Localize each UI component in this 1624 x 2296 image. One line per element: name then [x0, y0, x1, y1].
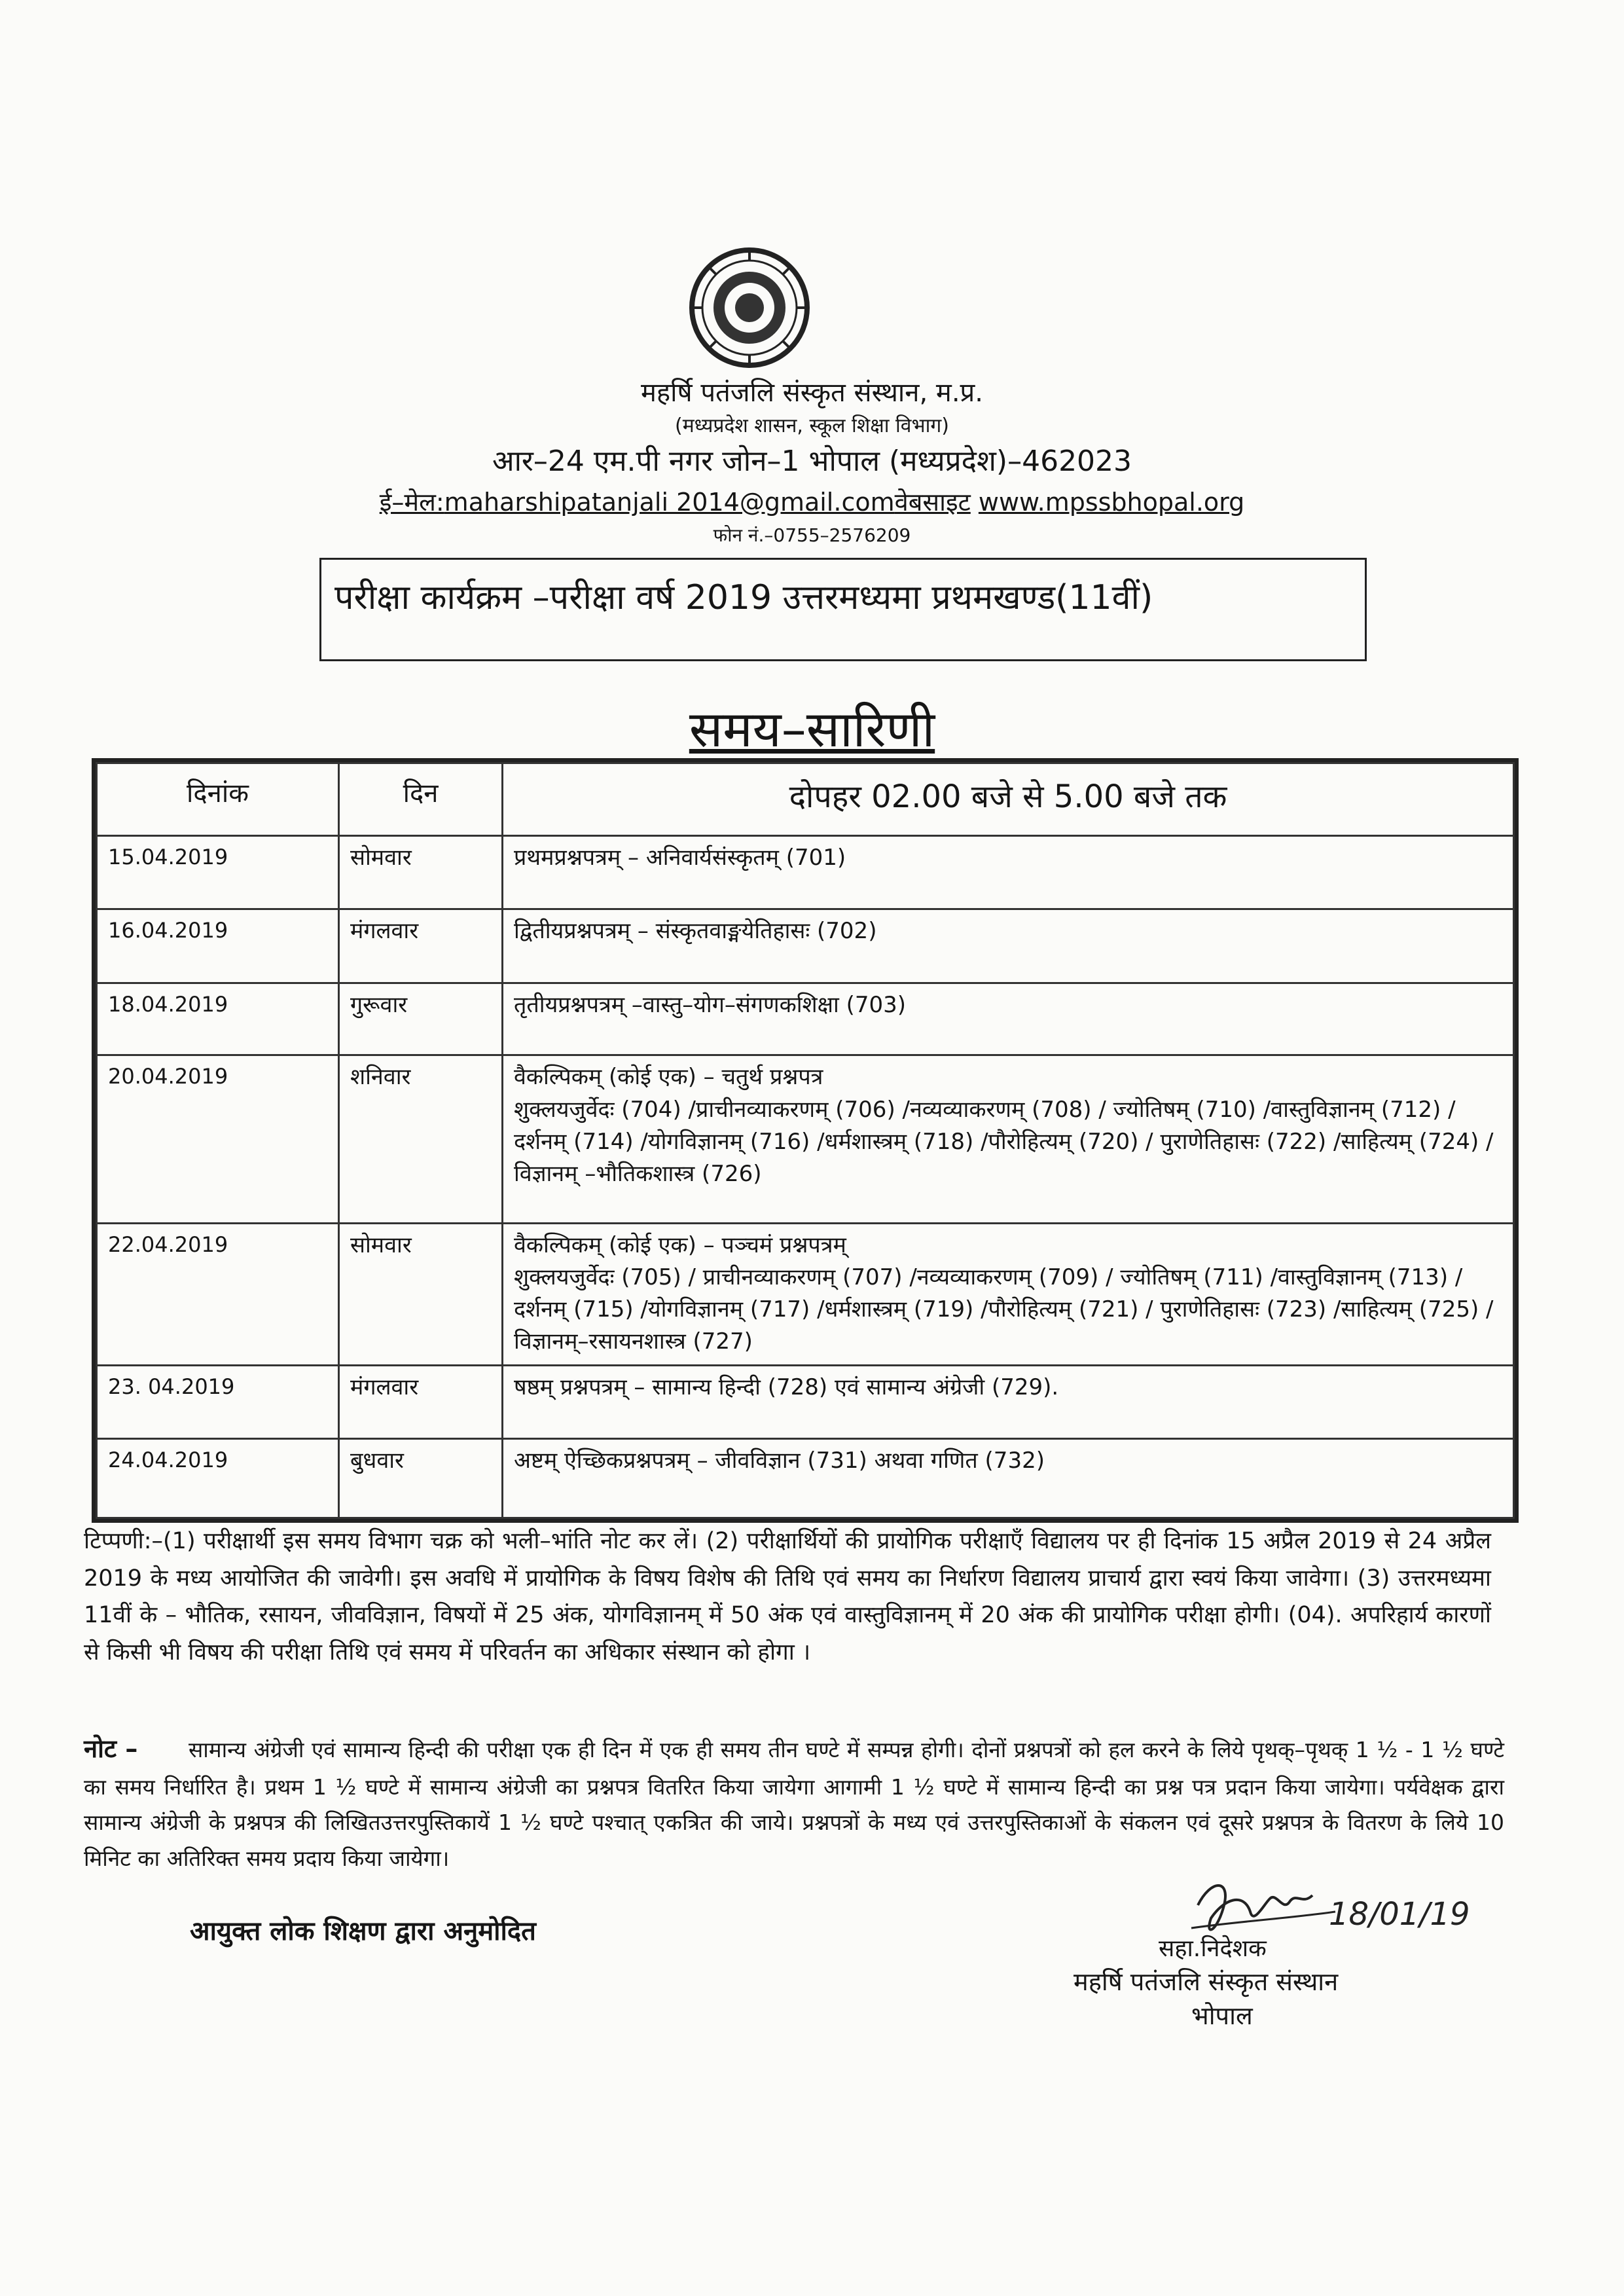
table-row: [97, 983, 1514, 1055]
table-row: [97, 1223, 1514, 1365]
approval-line: आयुक्त लोक शिक्षण द्वारा अनुमोदित: [190, 1916, 536, 1946]
org-name: महर्षि पतंजलि संस्कृत संस्थान, म.प्र.: [640, 378, 984, 408]
note-label: नोट –: [84, 1734, 138, 1763]
signatory-org: महर्षि पतंजलि संस्कृत संस्थान: [1074, 1967, 1339, 1996]
tippani-notes: टिप्पणी:–(1) परीक्षार्थी इस समय विभाग चक्र को भली–भांति नोट कर लें। (2) परीक्षार्थियों की प्रायोगिक परीक्षाएँ विद्यालय पर ही दिनांक 15 अप्रैल 2019 से 24 अप्रैल 2019 के मध्य आयोजित की जावेगी। इस अवधि में प्रायोगिक के विषय विशेष की तिथि एवं समय का निर्धारण विद्यालय प्राचार्य द्वारा स्वयं किया जावेगा। (3) उत्तरमध्यमा 11वीं के – भौतिक, रसायन, जीवविज्ञान, विषयों में 25 अंक, योगविज्ञानम् में 50 अंक एवं वास्तुविज्ञानम् में 20 अंक की प्रायोगिक परीक्षा होगी। (04). अपरिहार्य कारणों से किसी भी विषय की परीक्षा तिथि एवं समय में परिवर्तन का अधिकार संस्थान को होगा ।: [84, 1528, 1491, 1666]
row-day: मंगलवार: [339, 909, 503, 983]
header-date: दिनांक: [97, 763, 339, 836]
note-text: सामान्य अंग्रेजी एवं सामान्य हिन्दी की परीक्षा एक ही दिन में एक ही समय तीन घण्टे में सम्पन्न होगी। दोनों प्रश्नपत्रों को हल करने के लिये पृथक्–पृथक् 1 ½ - 1 ½ घण्टे का समय निर्धारित है। प्रथम 1 ½ घण्टे में सामान्य अंग्रेजी का प्रश्नपत्र वितरित किया जायेगा आगामी 1 ½ घण्टे में सामान्य हिन्दी का प्रश्न पत्र प्रदान किया जायेगा। पर्यवेक्षक द्वारा सामान्य अंग्रेजी के प्रश्नपत्र की लिखितउत्तरपुस्तिकायें 1 ½ घण्टे पश्चात् एकत्रित की जाये। प्रश्नपत्रों के मध्य एवं उत्तरपुस्तिकाओं के संकलन एवं दूसरे प्रश्नपत्र के वितरण के लिये 10 मिनिट का अतिरिक्त समय प्रदाय किया जायेगा।: [84, 1737, 1504, 1871]
website-link[interactable]: www.mpssbhopal.org: [978, 488, 1245, 517]
row-subject: षष्ठम् प्रश्नपत्रम् – सामान्य हिन्दी (728) एवं सामान्य अंग्रेजी (729).: [503, 1365, 1514, 1439]
row-subject: द्वितीयप्रश्नपत्रम् – संस्कृतवाङ्मयेतिहासः (702): [503, 909, 1514, 983]
row-date: 20.04.2019: [97, 1055, 339, 1223]
row-subject: वैकल्पिकम् (कोई एक) – पञ्चमं प्रश्नपत्रम् शुक्लयजुर्वेदः (705) / प्राचीनव्याकरणम् (707) /नव्यव्याकरणम् (709) / ज्योतिषम् (711) /वास्तुविज्ञानम् (713) / दर्शनम् (715) /योगविज्ञानम् (717) /धर्मशास्त्रम् (719) /पौरोहित्यम् (721) / पुराणेतिहासः (723) /साहित्यम् (725) /विज्ञानम्–रसायनशास्त्र (727): [503, 1223, 1514, 1365]
row-day: शनिवार: [339, 1055, 503, 1223]
row-day: सोमवार: [339, 1223, 503, 1365]
email-label: ई–मेल:: [379, 488, 444, 517]
header-time: दोपहर 02.00 बजे से 5.00 बजे तक: [503, 763, 1514, 836]
table-row: [97, 835, 1514, 909]
signatory-title: सहा.निदेशक: [1159, 1935, 1267, 1962]
org-address: आर–24 एम.पी नगर जोन–1 भोपाल (मध्यप्रदेश)–462023: [492, 445, 1132, 478]
row-day: मंगलवार: [339, 1365, 503, 1439]
table-row: [97, 1055, 1514, 1223]
row-date: 24.04.2019: [97, 1439, 339, 1518]
table-row: [97, 909, 1514, 983]
email-link[interactable]: maharshipatanjali 2014@gmail.com: [444, 488, 895, 517]
contact-line: [0, 484, 1624, 519]
institute-seal-logo: [687, 246, 812, 370]
row-subject: अष्टम् ऐच्छिकप्रश्नपत्रम् – जीवविज्ञान (731) अथवा गणित (732): [503, 1439, 1514, 1518]
table-header-row: [97, 763, 1514, 836]
table-row: [97, 1439, 1514, 1518]
row-date: 15.04.2019: [97, 835, 339, 909]
row-date: 18.04.2019: [97, 983, 339, 1055]
note-block: [84, 1728, 1504, 1876]
timetable: [92, 758, 1519, 1523]
phone-number: फोन नं.–0755–2576209: [713, 524, 911, 546]
row-subject: प्रथमप्रश्नपत्रम् – अनिवार्यसंस्कृतम् (701): [503, 835, 1514, 909]
signature-date: 18/01/19: [1329, 1896, 1470, 1933]
timetable-heading: समय–सारिणी: [689, 700, 935, 758]
table-row: [97, 1365, 1514, 1439]
row-day: गुरूवार: [339, 983, 503, 1055]
org-subtitle: (मध्यप्रदेश शासन, स्कूल शिक्षा विभाग): [675, 414, 949, 437]
row-date: 16.04.2019: [97, 909, 339, 983]
exam-title: परीक्षा कार्यक्रम –परीक्षा वर्ष 2019 उत्तरमध्यमा प्रथमखण्ड(11वीं): [334, 578, 1153, 617]
website-label: वेबसाइट: [894, 488, 971, 517]
row-date: 22.04.2019: [97, 1223, 339, 1365]
exam-title-box: [319, 558, 1367, 661]
row-subject: वैकल्पिकम् (कोई एक) – चतुर्थ प्रश्नपत्र शुक्लयजुर्वेदः (704) /प्राचीनव्याकरणम् (706) /नव्यव्याकरणम् (708) / ज्योतिषम् (710) /वास्तुविज्ञानम् (712) / दर्शनम् (714) /योगविज्ञानम् (716) /धर्मशास्त्रम् (718) /पौरोहित्यम् (720) / पुराणेतिहासः (722) /साहित्यम् (724) /विज्ञानम् –भौतिकशास्त्र (726): [503, 1055, 1514, 1223]
row-day: सोमवार: [339, 835, 503, 909]
signatory-city: भोपाल: [1191, 2001, 1253, 2030]
row-day: बुधवार: [339, 1439, 503, 1518]
header-day: दिन: [339, 763, 503, 836]
row-subject: तृतीयप्रश्नपत्रम् –वास्तु–योग–संगणकशिक्षा (703): [503, 983, 1514, 1055]
row-date: 23. 04.2019: [97, 1365, 339, 1439]
